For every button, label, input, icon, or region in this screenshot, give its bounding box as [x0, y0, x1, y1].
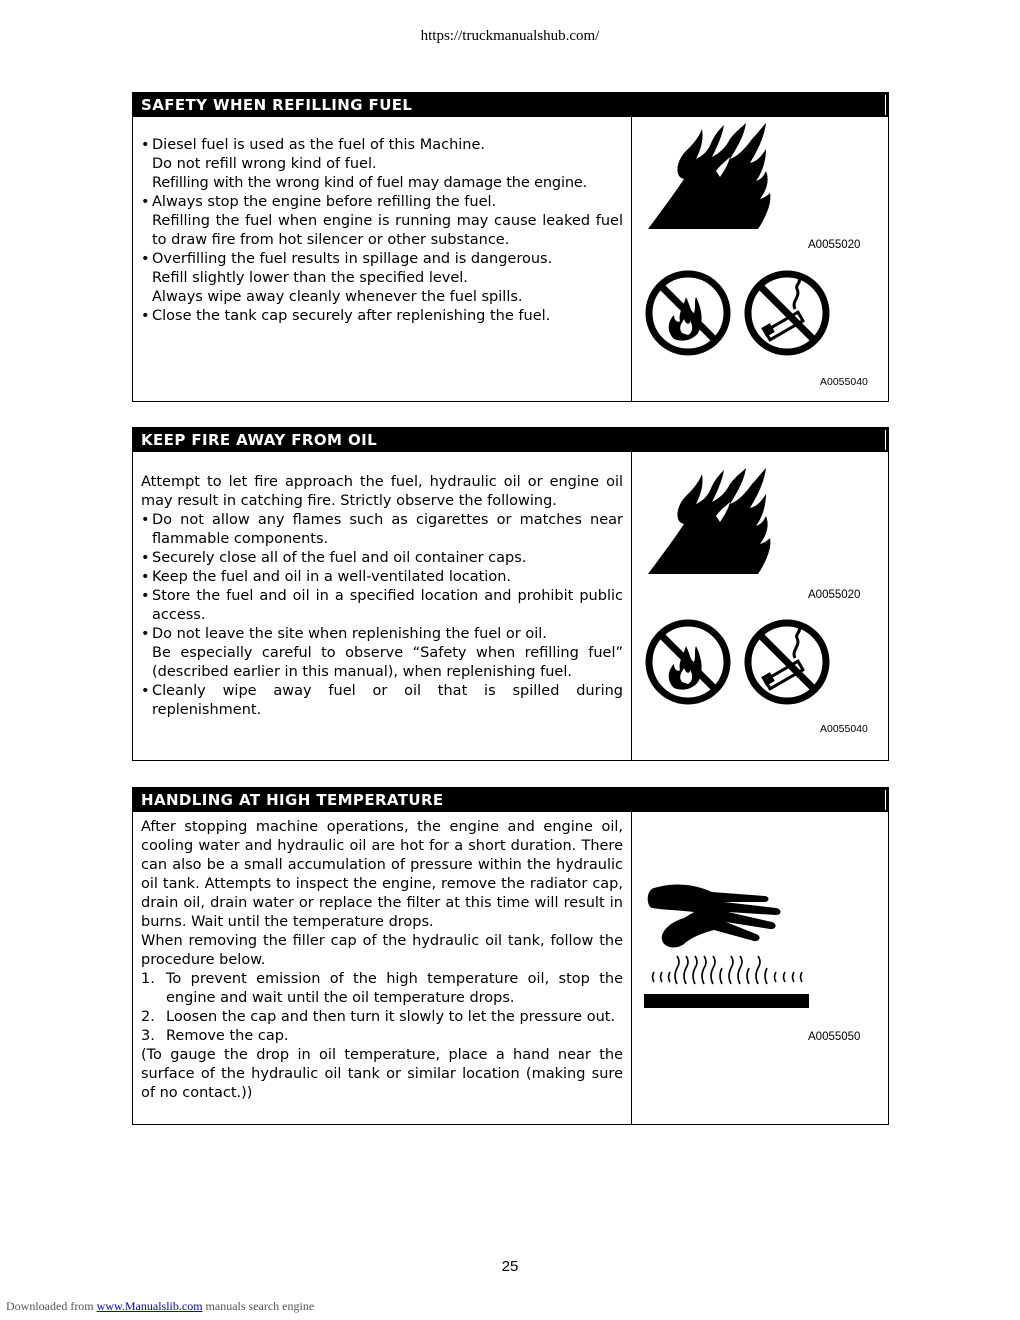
bullet-item: • Do not leave the site when replenishing the fuel or oil.: [141, 626, 547, 642]
section-figures: [632, 452, 888, 760]
intro-paragraph: Attempt to let fire approach the fuel, hydraulic oil or engine oil may result in catching fire. Strictly observe the following.: [141, 474, 623, 509]
bullet-item: • Overfilling the fuel results in spillage and is dangerous.: [141, 251, 553, 267]
bullet-continuation: Always wipe away cleanly whenever the fuel spills.: [152, 289, 523, 305]
step-item: 1. To prevent emission of the high temperature oil, stop the engine and wait until the oil temperature drops.: [141, 971, 623, 1006]
section-title: HANDLING AT HIGH TEMPERATURE: [133, 788, 888, 812]
bullet-item: • Close the tank cap securely after replenishing the fuel.: [141, 308, 551, 324]
bullet-item: • Store the fuel and oil in a specified location and prohibit public access.: [141, 588, 623, 623]
bullet-item: • Keep the fuel and oil in a well-ventilated location.: [141, 569, 512, 585]
step-item: 3. Remove the cap.: [141, 1028, 289, 1044]
section-figures: [632, 117, 888, 401]
section-high-temperature: [132, 787, 889, 1125]
no-open-flame-icon: [644, 269, 732, 357]
footer-prefix: Downloaded from: [6, 1299, 94, 1313]
section-text: [133, 812, 632, 1124]
no-smoking-icon: [743, 269, 831, 357]
section-title: SAFETY WHEN REFILLING FUEL: [133, 93, 888, 117]
figure-code: A0055020: [808, 589, 861, 601]
figure-code: A0055020: [808, 239, 861, 251]
bullet-item: • Securely close all of the fuel and oil container caps.: [141, 550, 527, 566]
bullet-continuation: Refill slightly lower than the specified level.: [152, 270, 468, 286]
section-keep-fire-away: [132, 427, 889, 761]
bullet-continuation: Refilling with the wrong kind of fuel may damage the engine.: [152, 175, 588, 191]
section-text: [133, 452, 632, 760]
figure-code: A0055050: [808, 1031, 861, 1043]
page-number: 25: [501, 1258, 519, 1275]
hot-surface-icon: [644, 878, 814, 1028]
fire-icon: [646, 466, 798, 576]
footer-suffix: manuals search engine: [205, 1299, 315, 1313]
bullet-item: • Cleanly wipe away fuel or oil that is spilled during replenishment.: [141, 683, 623, 718]
bullet-continuation: Do not refill wrong kind of fuel.: [152, 156, 377, 172]
bullet-item: • Do not allow any flames such as cigarettes or matches near flammable components.: [141, 512, 623, 547]
no-open-flame-icon: [644, 618, 732, 706]
procedure-intro: When removing the filler cap of the hydraulic oil tank, follow the procedure below.: [141, 933, 623, 968]
no-smoking-icon: [743, 618, 831, 706]
note-paragraph: (To gauge the drop in oil temperature, place a hand near the surface of the hydraulic oil tank or similar location (making sure of no contact.)): [141, 1047, 623, 1101]
bullet-item: • Always stop the engine before refilling the fuel.: [141, 194, 497, 210]
footer: [6, 1299, 314, 1314]
header-url: https://truckmanualshub.com/: [420, 28, 600, 44]
section-refilling-fuel: [132, 92, 889, 402]
section-figures: [632, 812, 888, 1124]
step-item: 2. Loosen the cap and then turn it slowly to let the pressure out.: [141, 1009, 616, 1025]
figure-code: A0055040: [820, 723, 868, 735]
fire-icon: [646, 121, 798, 231]
bullet-item: • Diesel fuel is used as the fuel of this Machine.: [141, 137, 486, 153]
bullet-continuation: Refilling the fuel when engine is running may cause leaked fuel to draw fire from hot silencer or other substance.: [152, 213, 623, 248]
bullet-continuation: Be especially careful to observe “Safety when refilling fuel” (described earlier in this manual), when replenishing fuel.: [152, 645, 623, 680]
section-text: [133, 117, 632, 401]
manualslib-link[interactable]: www.Manualslib.com: [96, 1299, 203, 1313]
section-title: KEEP FIRE AWAY FROM OIL: [133, 428, 888, 452]
intro-paragraph: After stopping machine operations, the engine and engine oil, cooling water and hydraulic oil are hot for a short duration. There can also be a small accumulation of pressure within the hydraulic oil tank. Attempts to inspect the engine, remove the radiator cap, drain oil, drain water or replace the filter at this time will result in burns. Wait until the temperature drops.: [141, 819, 623, 930]
figure-code: A0055040: [820, 376, 868, 388]
